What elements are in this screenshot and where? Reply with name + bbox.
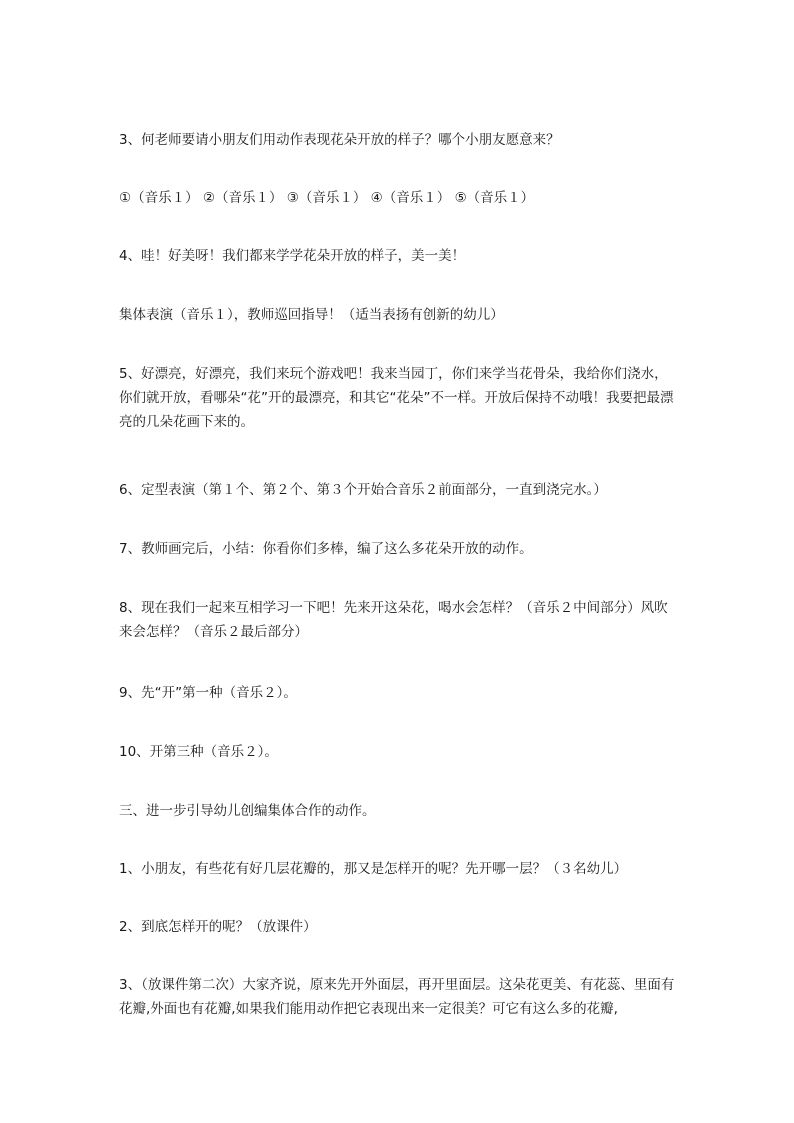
paragraph-step-10: 10、开第三种（音乐２）。 bbox=[119, 744, 278, 760]
paragraph-step-9: 9、先“开”第一种（音乐２）。 bbox=[119, 685, 297, 701]
paragraph-section3-step-2: 2、到底怎样开的呢？（放课件） bbox=[119, 919, 317, 935]
paragraph-group-performance: 集体表演（音乐１），教师巡回指导！（适当表扬有创新的幼儿） bbox=[119, 307, 504, 323]
section-heading-three: 三、进一步引导幼儿创编集体合作的动作。 bbox=[119, 803, 376, 819]
paragraph-section3-step-3: 3、（放课件第二次）大家齐说，原来先开外面层，再开里面层。这朵花更美、有花蕊、里面有花瓣,外面也有花瓣,如果我们能用动作把它表现出来一定很美？可它有这么多的花瓣, bbox=[119, 977, 675, 1017]
paragraph-step-6: 6、定型表演（第１个、第２个、第３个开始合音乐２前面部分，一直到浇完水。） bbox=[119, 482, 607, 498]
paragraph-section3-step-1: 1、小朋友，有些花有好几层花瓣的，那又是怎样开的呢？先开哪一层？（３名幼儿） bbox=[119, 861, 628, 877]
paragraph-step-8: 8、现在我们一起来互相学习一下吧！先来开这朵花，喝水会怎样？（音乐２中间部分）风吹来会怎样？（音乐２最后部分） bbox=[119, 600, 668, 640]
paragraph-step-7: 7、教师画完后，小结：你看你们多棒，编了这么多花朵开放的动作。 bbox=[119, 541, 533, 557]
paragraph-music-sequence: ①（音乐１） ②（音乐１） ③（音乐１） ④（音乐１） ⑤（音乐１） bbox=[119, 190, 535, 206]
paragraph-step-5-game: 5、好漂亮，好漂亮，我们来玩个游戏吧！我来当园丁，你们来学当花骨朵，我给你们浇水，你们就开放，看哪朵“花”开的最漂亮，和其它“花朵”不一样。开放后保持不动哦！我要把最漂亮的几朵花画下来的。 bbox=[119, 366, 674, 430]
paragraph-step-3-question: 3、何老师要请小朋友们用动作表现花朵开放的样子？哪个小朋友愿意来？ bbox=[119, 132, 560, 148]
paragraph-step-4: 4、哇！好美呀！我们都来学学花朵开放的样子，美一美！ bbox=[119, 248, 466, 264]
